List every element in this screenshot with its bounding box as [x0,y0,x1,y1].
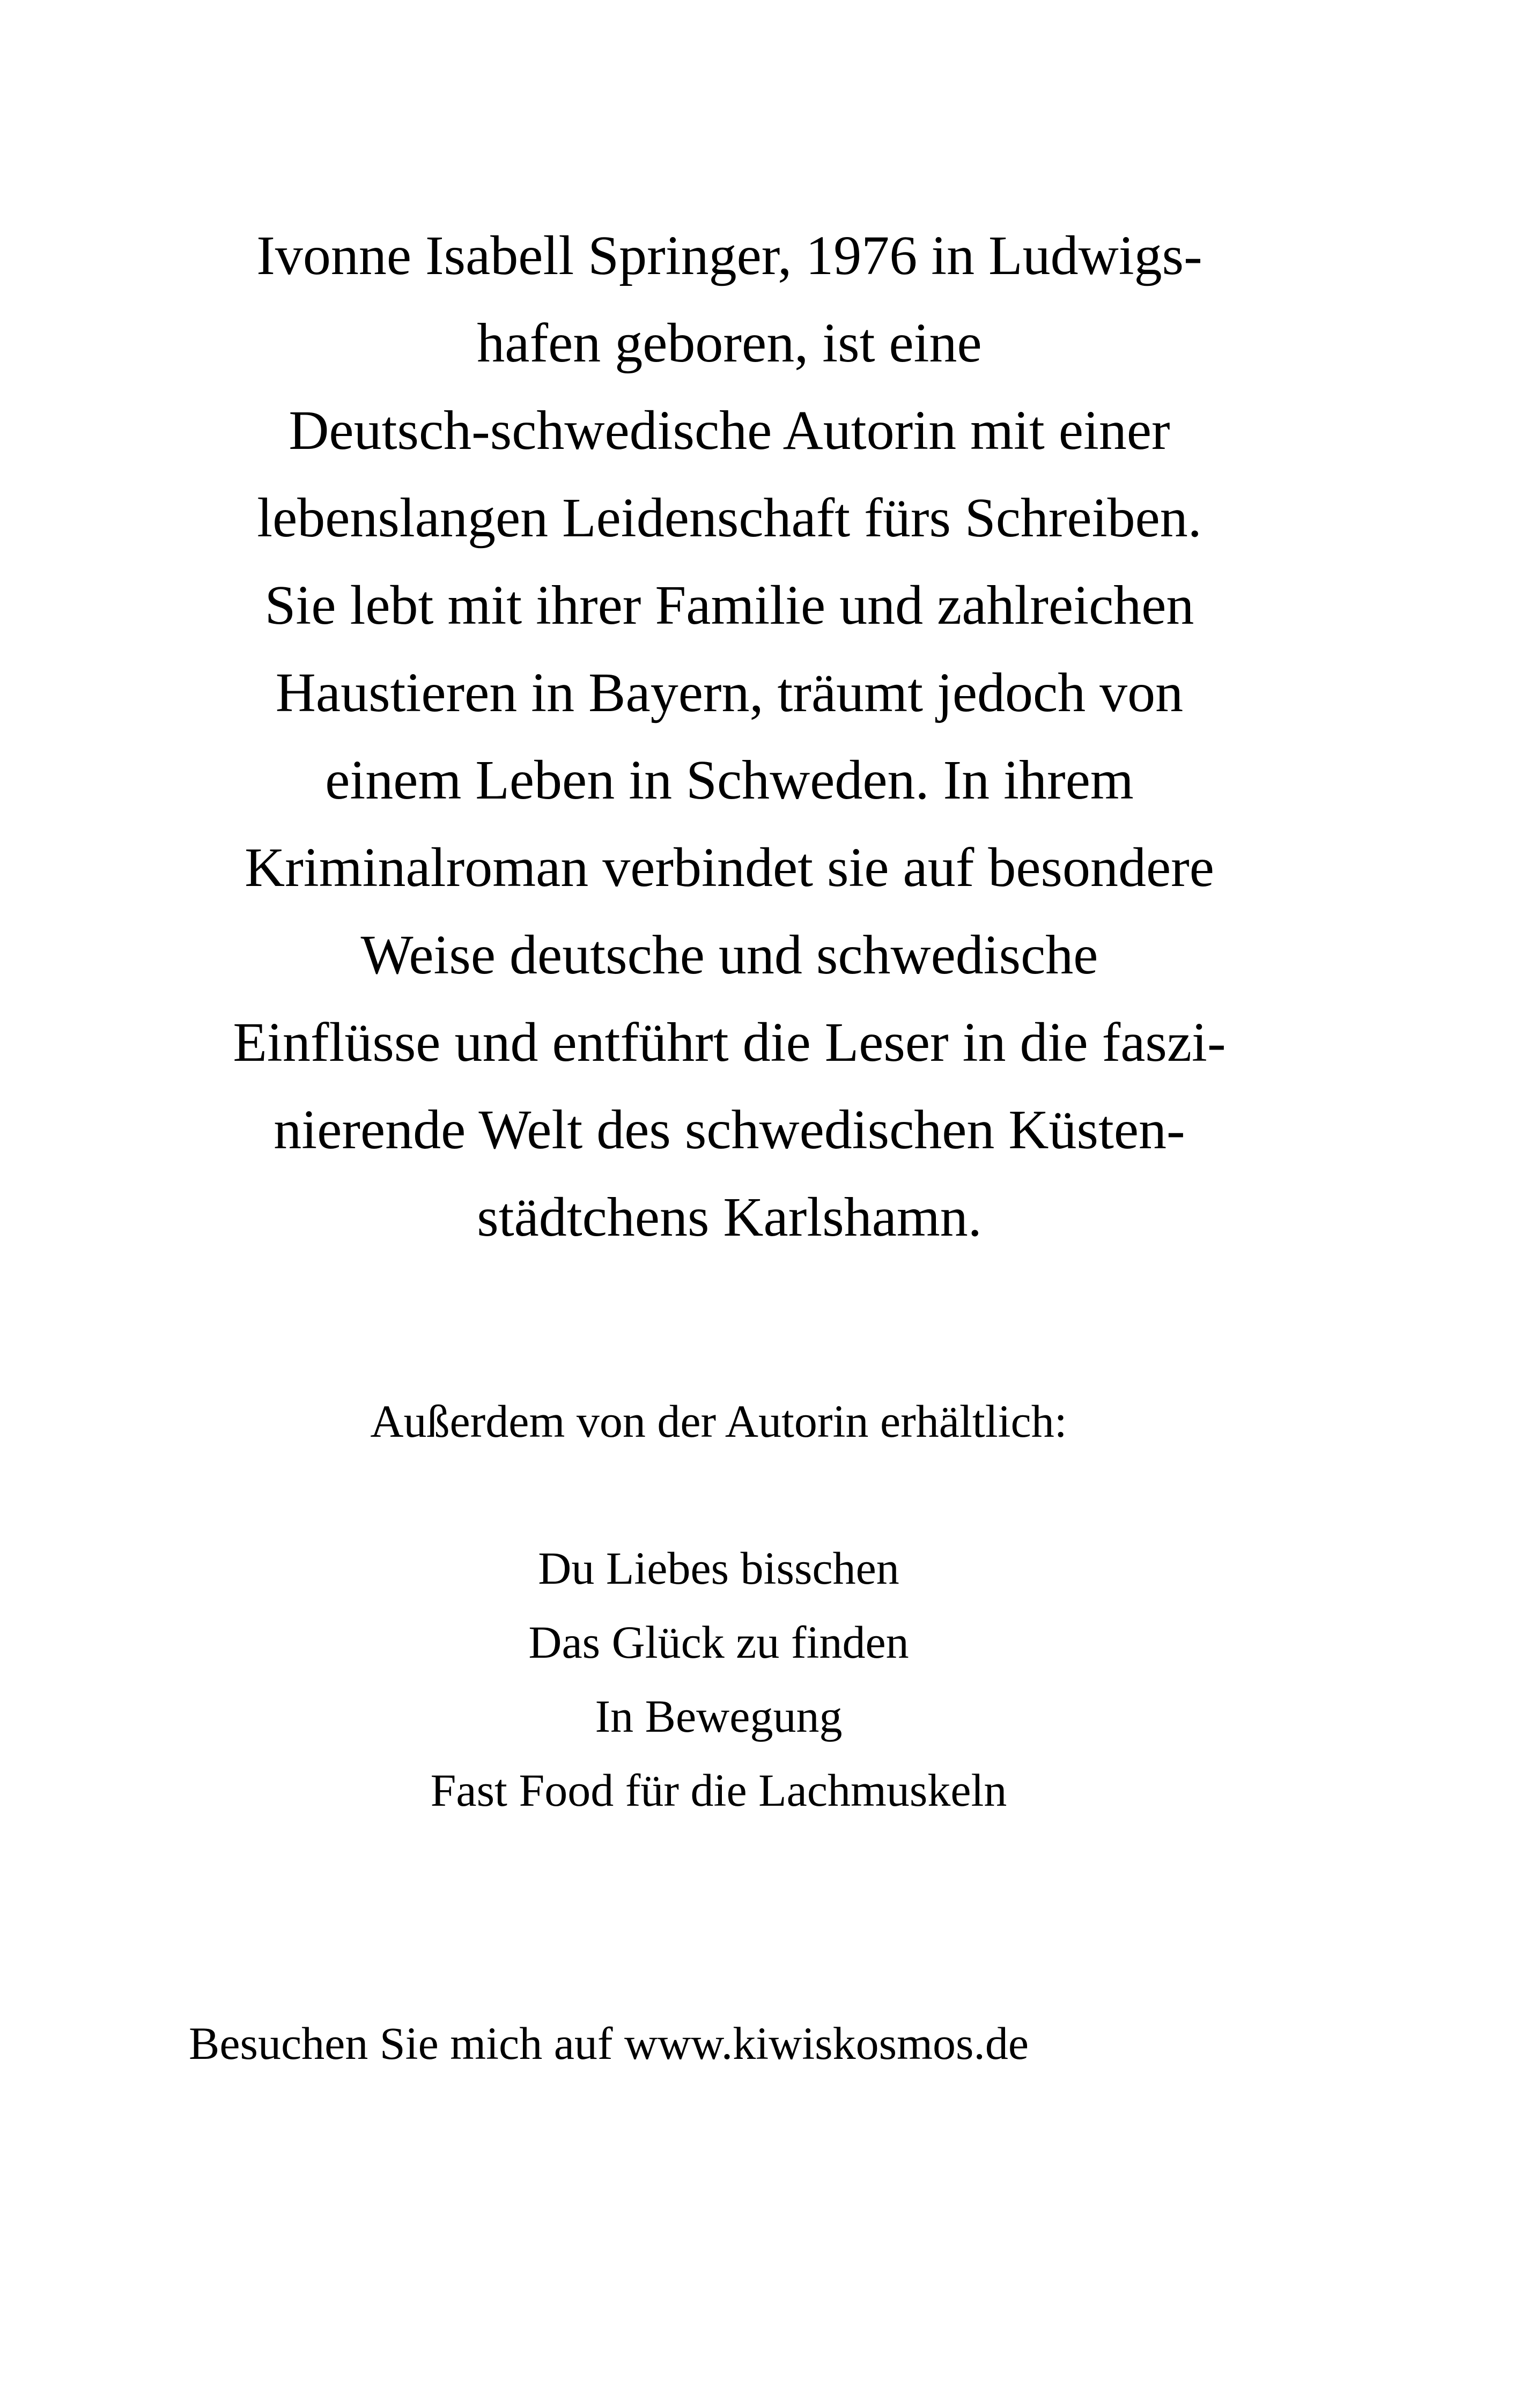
bio-line: Ivonne Isabell Springer, 1976 in Ludwigs- [256,225,1202,286]
also-available-heading: Außerdem von der Autorin erhältlich: [370,1395,1067,1447]
bio-line: städtchens Karlshamn. [477,1186,982,1248]
website-line: Besuchen Sie mich auf www.kiwiskosmos.de [189,2018,1029,2069]
bio-line: hafen geboren, ist eine [477,312,982,374]
bio-line: Deutsch-schwedische Autorin mit einer [289,400,1170,461]
author-bio [182,212,1276,1261]
bio-line: Haustieren in Bayern, träumt jedoch von [275,662,1184,723]
bio-line: einem Leben in Schweden. In ihrem [325,749,1134,811]
book-title: Das Glück zu finden [528,1616,909,1668]
bio-line: Kriminalroman verbindet sie auf besondere [245,837,1214,898]
book-list [182,1531,1255,1827]
bio-line: lebenslangen Leidenschaft fürs Schreiben. [257,487,1202,549]
bio-line: Sie lebt mit ihrer Familie und zahlreichen [264,574,1194,636]
book-title: In Bewegung [595,1690,843,1742]
book-title: Du Liebes bisschen [538,1542,899,1594]
bio-line: Einflüsse und entführt die Leser in die faszi- [233,1011,1226,1073]
bio-line: nierende Welt des schwedischen Küsten- [274,1099,1185,1161]
bio-line: Weise deutsche und schwedische [360,924,1098,986]
book-title: Fast Food für die Lachmuskeln [430,1764,1007,1816]
